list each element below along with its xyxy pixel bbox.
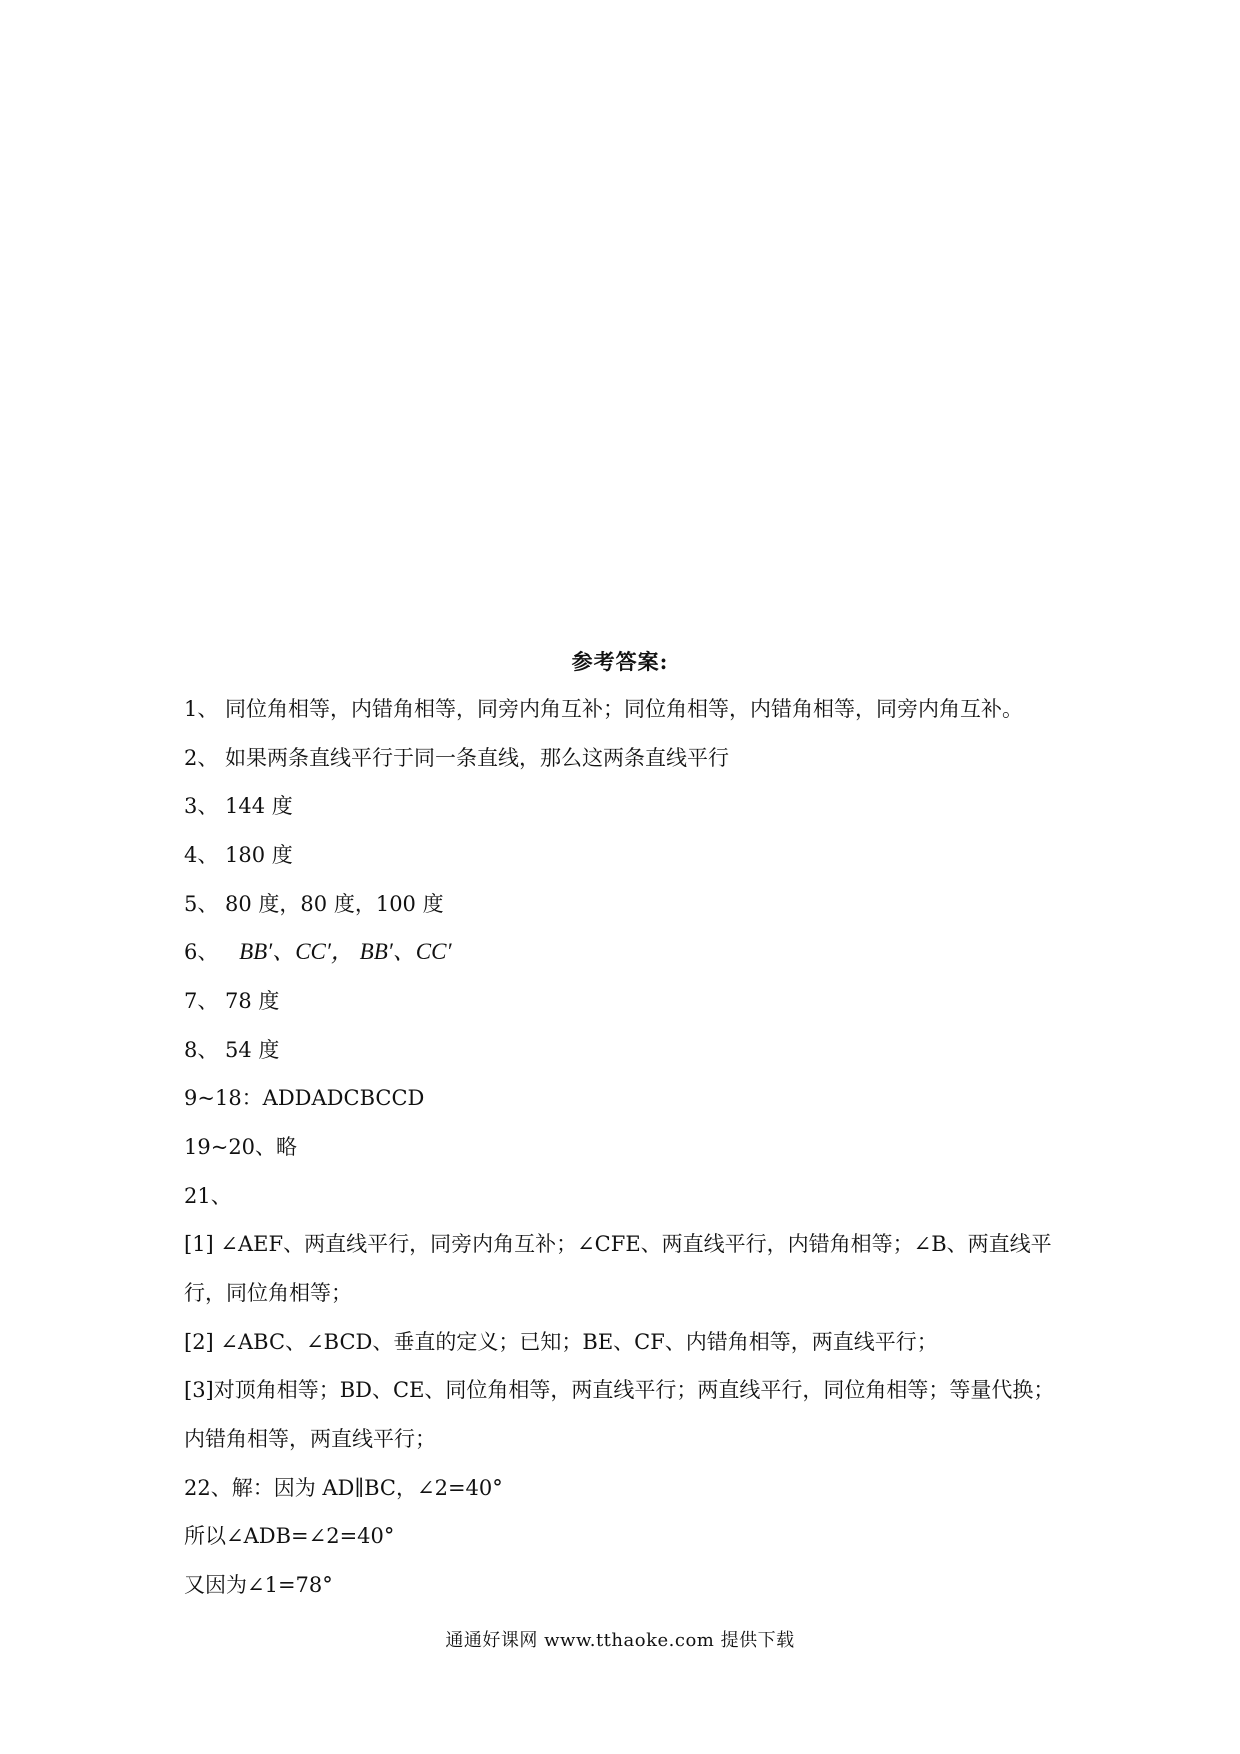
answer-8: 8、 54 度 [184,1038,280,1062]
answer-6-math: BB′、CC′， BB′、CC′ [239,939,452,964]
answer-21-part-1-line-1: [1] ∠AEF、两直线平行，同旁内角互补；∠CFE、两直线平行，内错角相等；∠B、两直线平 [184,1232,1052,1256]
answer-5: 5、 80 度，80 度，100 度 [184,892,444,916]
answer-3: 3、 144 度 [184,794,293,818]
answer-9-18: 9~18：ADDADCBCCD [184,1086,425,1110]
answer-22-line-1: 22、解：因为 AD∥BC，∠2=40° [184,1476,503,1500]
answer-2: 2、 如果两条直线平行于同一条直线，那么这两条直线平行 [184,746,730,770]
answer-21-part-1-line-2: 行，同位角相等； [184,1281,352,1305]
answer-19-20: 19~20、略 [184,1135,298,1159]
answer-21-part-3-line-1: [3]对顶角相等；BD、CE、同位角相等，两直线平行；两直线平行，同位角相等；等量代换； [184,1378,1055,1402]
answer-22-line-2: 所以∠ADB=∠2=40° [184,1524,395,1548]
answer-21-part-3-line-2: 内错角相等，两直线平行； [184,1427,436,1451]
answer-6 [184,938,452,966]
answer-4: 4、 180 度 [184,843,293,867]
page-footer: 通通好课网 www.tthaoke.com 提供下载 [445,1630,795,1651]
answer-21-part-2: [2] ∠ABC、∠BCD、垂直的定义；已知；BE、CF、内错角相等，两直线平行； [184,1330,938,1354]
answer-21: 21、 [184,1184,232,1208]
answer-1: 1、 同位角相等，内错角相等，同旁内角互补；同位角相等，内错角相等，同旁内角互补。 [184,697,1024,721]
answer-22-line-3: 又因为∠1=78° [184,1573,333,1597]
answer-7: 7、 78 度 [184,989,280,1013]
answer-6-number: 6、 [184,940,219,964]
answer-title: 参考答案: [571,649,669,674]
